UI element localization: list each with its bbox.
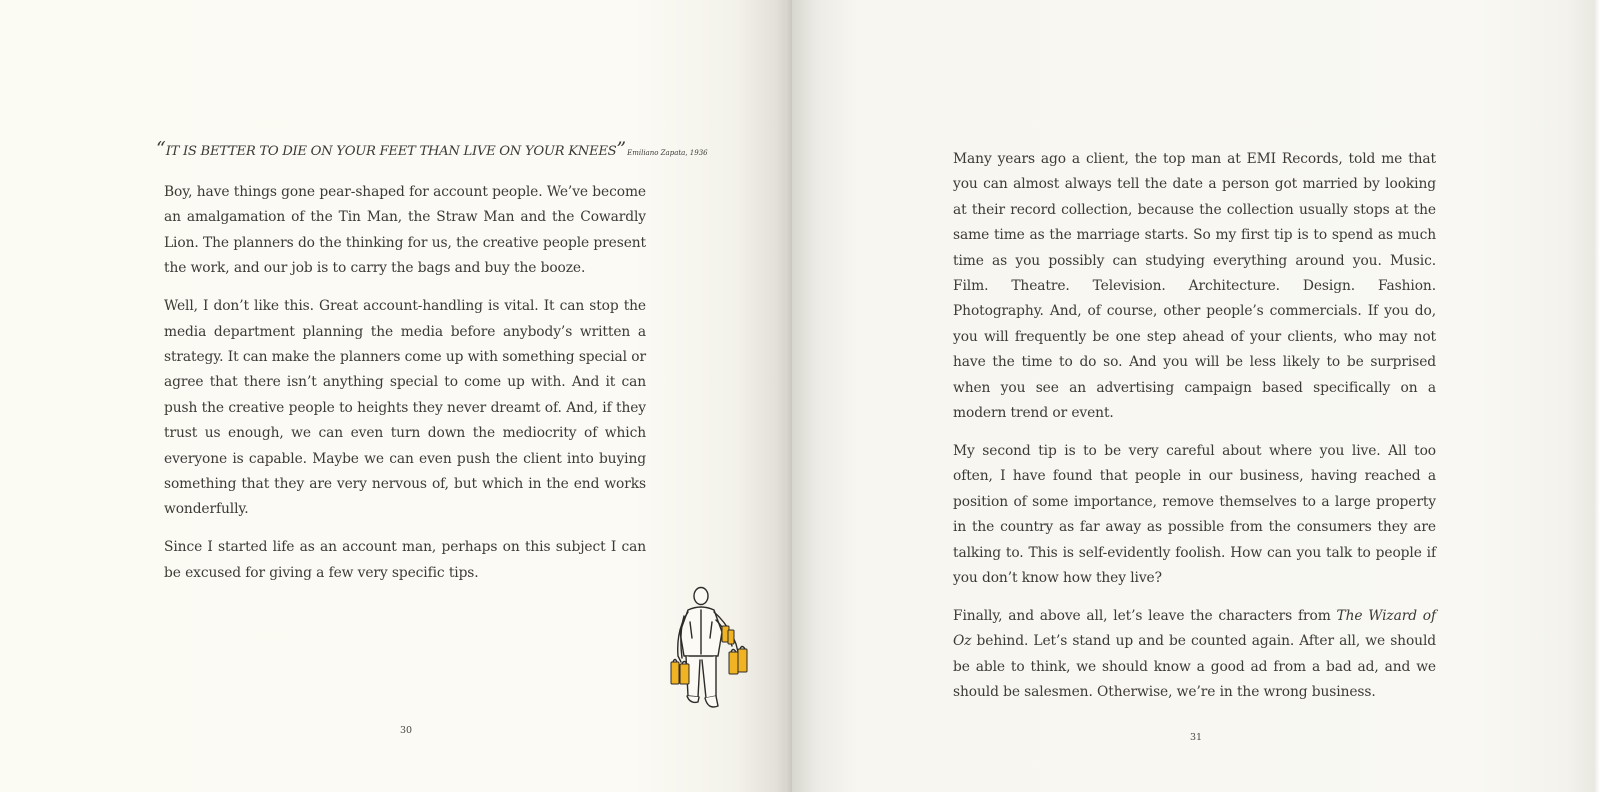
left-body-text [164,180,646,599]
paragraph: My second tip is to be very careful about where you live. All too often, I have found that people in our business, having reached a position of some importance, remove themselves to a large property in the country as far away as possible from the consumers they are talking to. This is self-evidently foolish. How can you talk to people if you don’t know how they live? [953,442,1436,586]
close-quote: ” [616,138,627,160]
final-text-before: Finally, and above all, let’s leave the characters from [953,607,1337,624]
bag-right-2 [738,649,747,672]
bag-left-1 [671,662,679,684]
bag-held-2 [728,630,734,644]
open-quote: “ [156,138,166,160]
page-number-right: 31 [1190,732,1203,743]
paragraph: Since I started life as an account man, perhaps on this subject I can be excused for giving a few very specific tips. [164,539,646,581]
paragraph: Many years ago a client, the top man at EMI Records, told me that you can almost always tell the date a person got married by looking at their record collection, because the collection usually stops at the same time as the marriage starts. So my first tip is to spend as much time as you possibly can studying everything around you. Music. Film. Theatre. Television. Architecture. Design. Fashion. Photography. And, of course, other people’s commercials. If you do, you will frequently be one step ahead of your clients, who may not have the time to do so. And you will be less likely to be surprised when you see an advertising campaign based specifically on a modern trend or event. [953,151,1436,422]
man-carrying-bags-icon [668,586,762,728]
epigraph [156,138,708,160]
right-body-text [953,147,1436,718]
page-edge [1594,0,1600,792]
paragraph: Well, I don’t like this. Great account-handling is vital. It can stop the media department planning the media before anybody’s written a strategy. It can make the planners come up with something special or agree that there isn’t anything special to come up with. And it can push the creative people to heights they never dreamt of. And, if they trust us enough, we can even turn down the mediocrity of which everyone is capable. Maybe we can even push the client into buying something that they are very nervous of, but which in the end works wonderfully. [164,298,646,518]
ink-lines [678,588,738,708]
right-leg [702,656,716,698]
paragraph-final [953,604,1436,706]
bag-right-1 [729,652,738,674]
head [694,588,708,605]
right-foot [705,696,718,707]
left-foot [687,696,699,702]
book-title: The Wizard of Oz [953,607,1436,650]
epigraph-quote: IT IS BETTER TO DIE ON YOUR FEET THAN LIVE ON YOUR KNEES [165,144,617,159]
paragraph: Boy, have things gone pear-shaped for account people. We’ve become an amalgamation of the Tin Man, the Straw Man and the Cowardly Lion. The planners do the thinking for us, the creative people present the work, and our job is to carry the bags and buy the booze. [164,184,646,277]
page-number-left: 30 [400,725,413,736]
final-text-after: behind. Let’s stand up and be counted again. After all, we should be able to think, we should know a good ad from a bad ad, and we should be salesmen. Otherwise, we’re in the wrong business. [953,633,1436,701]
epigraph-attribution: Emiliano Zapata, 1936 [627,149,708,157]
bag-left-2 [680,664,689,684]
left-page [0,0,792,792]
